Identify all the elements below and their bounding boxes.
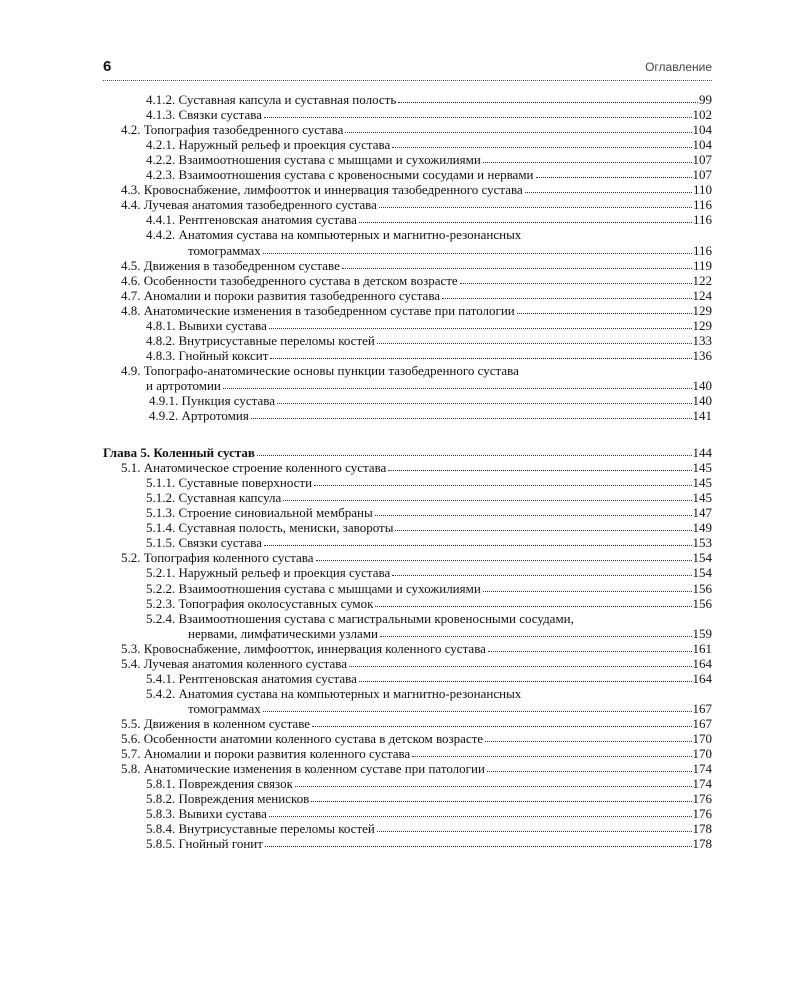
toc-entry[interactable] — [103, 288, 712, 303]
toc-page-number: 119 — [692, 257, 712, 273]
toc-entry-text: 5.4.2. Анатомия сустава на компьютерных и магнитно-резонансных — [146, 685, 522, 701]
toc-entry-text: 4.8.3. Гнойный коксит — [146, 347, 269, 363]
dot-leader — [316, 560, 692, 561]
toc-entry-text: 5.1.2. Суставная капсула — [146, 490, 282, 506]
dot-leader — [359, 681, 692, 682]
toc-entry[interactable] — [103, 137, 712, 152]
toc-entry-text: 5.1.3. Строение синовиальной мембраны — [146, 505, 373, 521]
dot-leader — [342, 268, 692, 269]
toc-entry[interactable] — [103, 626, 712, 641]
dot-leader — [388, 470, 691, 471]
dot-leader — [312, 726, 691, 727]
dot-leader — [485, 741, 691, 742]
toc-section-chapter-4 — [103, 92, 712, 423]
toc-entry-text: 5.8.5. Гнойный гонит — [146, 836, 263, 852]
dot-leader — [270, 358, 691, 359]
toc-page-number: 174 — [692, 776, 712, 792]
toc-entry[interactable] — [103, 746, 712, 761]
toc-entry-text: 4.8.1. Вывихи сустава — [146, 317, 267, 333]
dot-leader — [392, 575, 691, 576]
toc-page-number: 154 — [692, 550, 712, 566]
toc-entry-text: и артротомии — [146, 377, 221, 393]
toc-entry[interactable] — [103, 520, 712, 535]
toc-page-number: 154 — [692, 565, 712, 581]
toc-entry-text: 5.2. Топография коленного сустава — [121, 550, 314, 566]
toc-entry[interactable] — [103, 535, 712, 550]
toc-entry-text: 5.1.1. Суставные поверхности — [146, 475, 313, 491]
toc-page-number: 141 — [692, 408, 712, 424]
running-header — [103, 58, 712, 78]
header-divider — [103, 80, 712, 81]
toc-entry-text: 5.6. Особенности анатомии коленного сустава в детском возрасте — [121, 730, 484, 746]
toc-entry-text: 4.2.1. Наружный рельеф и проекция сустава — [146, 137, 391, 153]
toc-page-number: 149 — [692, 520, 712, 536]
toc-page-number: 147 — [692, 505, 712, 521]
toc-page-number: 144 — [692, 445, 712, 461]
dot-leader — [265, 846, 692, 847]
page-number: 6 — [103, 58, 112, 75]
toc-entry-text: 4.2.2. Взаимоотношения сустава с мышцами и сухожилиями — [146, 152, 481, 168]
dot-leader — [398, 102, 698, 103]
toc-entry-text: 5.8.3. Вывихи сустава — [146, 806, 267, 822]
toc-page-number: 104 — [692, 122, 712, 138]
toc-entry[interactable] — [103, 197, 712, 212]
toc-entry[interactable] — [103, 836, 712, 851]
toc-entry-text: 4.3. Кровоснабжение, лимфоотток и иннервация тазобедренного сустава — [121, 182, 523, 198]
toc-page-number: 107 — [692, 152, 712, 168]
toc-entry-text: нервами, лимфатическими узлами — [188, 625, 378, 641]
dot-leader — [536, 177, 692, 178]
toc-page-number: 170 — [692, 746, 712, 762]
toc-entry-text: 4.4.1. Рентгеновская анатомия сустава — [146, 212, 357, 228]
toc-page-number: 136 — [692, 347, 712, 363]
dot-leader — [349, 666, 692, 667]
dot-leader — [395, 530, 691, 531]
toc-page-number: 145 — [692, 460, 712, 476]
toc-page-number: 133 — [692, 332, 712, 348]
toc-entry-text: 5.2.1. Наружный рельеф и проекция сустава — [146, 565, 391, 581]
toc-page-number: 174 — [692, 761, 712, 777]
toc-entry[interactable] — [103, 167, 712, 182]
dot-leader — [295, 786, 692, 787]
toc-entry-text: томограммах — [188, 242, 261, 258]
toc-entry[interactable] — [103, 152, 712, 167]
toc-entry-line[interactable] — [103, 363, 712, 378]
toc-page-number: 164 — [692, 670, 712, 686]
toc-entry[interactable] — [103, 348, 712, 363]
toc-entry[interactable] — [103, 212, 712, 227]
toc-entry[interactable] — [103, 182, 712, 197]
toc-page-number: 116 — [692, 242, 712, 258]
dot-leader — [377, 831, 692, 832]
toc-entry-text: 5.1. Анатомическое строение коленного сустава — [121, 460, 387, 476]
toc-page-number: 178 — [692, 836, 712, 852]
toc-page-number: 116 — [692, 212, 712, 228]
dot-leader — [380, 636, 692, 637]
toc-page-number: 176 — [692, 791, 712, 807]
toc-entry[interactable] — [103, 408, 712, 423]
dot-leader — [359, 222, 692, 223]
toc-page-number: 140 — [692, 377, 712, 393]
dot-leader — [377, 343, 692, 344]
toc-entry[interactable] — [103, 671, 712, 686]
toc-entry-text: 4.6. Особенности тазобедренного сустава в детском возрасте — [121, 272, 458, 288]
dot-leader — [483, 591, 692, 592]
toc-entry-text: томограммах — [188, 700, 261, 716]
dot-leader — [277, 403, 691, 404]
dot-leader — [487, 771, 692, 772]
toc-page-number: 167 — [692, 700, 712, 716]
toc-entry[interactable] — [103, 273, 712, 288]
toc-entry-text: 5.1.4. Суставная полость, мениски, завороты — [146, 520, 394, 536]
toc-entry[interactable] — [103, 303, 712, 318]
running-title: Оглавление — [645, 60, 712, 74]
toc-entry-text: 5.8.1. Повреждения связок — [146, 776, 293, 792]
dot-leader — [517, 313, 692, 314]
toc-entry[interactable] — [103, 333, 712, 348]
toc-entry[interactable] — [103, 701, 712, 716]
toc-page-number: 140 — [692, 392, 712, 408]
toc-entry-text: 5.8. Анатомические изменения в коленном суставе при патологии — [121, 761, 485, 777]
toc-entry[interactable] — [103, 791, 712, 806]
toc-entry[interactable] — [103, 318, 712, 333]
toc-entry-text: 4.2. Топография тазобедренного сустава — [121, 122, 344, 138]
dot-leader — [311, 801, 691, 802]
dot-leader — [483, 162, 692, 163]
toc-entry-text: 4.4. Лучевая анатомия тазобедренного сустава — [121, 197, 377, 213]
toc-chapter-entry[interactable] — [103, 445, 712, 460]
toc-entry[interactable] — [103, 761, 712, 776]
toc-entry-text: 4.1.2. Суставная капсула и суставная полость — [146, 92, 397, 108]
toc-page-number: 145 — [692, 475, 712, 491]
dot-leader — [460, 283, 692, 284]
toc-entry[interactable] — [103, 393, 712, 408]
toc-page-number: 122 — [692, 272, 712, 288]
toc-entry-text: 4.5. Движения в тазобедренном суставе — [121, 257, 340, 273]
toc-page-number: 159 — [692, 625, 712, 641]
toc-entry-text: 5.2.3. Топография околосуставных сумок — [146, 595, 374, 611]
toc-entry[interactable] — [103, 596, 712, 611]
toc-page-number: 167 — [692, 715, 712, 731]
toc-entry[interactable] — [103, 475, 712, 490]
toc-section-chapter-5 — [103, 445, 712, 851]
dot-leader — [379, 207, 692, 208]
toc-entry-text: 5.2.2. Взаимоотношения сустава с мышцами и сухожилиями — [146, 580, 481, 596]
toc-page-number: 145 — [692, 490, 712, 506]
toc-page-number: 156 — [692, 595, 712, 611]
toc-entry-text: 5.3. Кровоснабжение, лимфоотток, иннервация коленного сустава — [121, 640, 486, 656]
toc-entry-line[interactable] — [103, 611, 712, 626]
dot-leader — [251, 418, 692, 419]
toc-entry[interactable] — [103, 258, 712, 273]
dot-leader — [488, 651, 692, 652]
dot-leader — [375, 606, 691, 607]
toc-entry-text: 5.2.4. Взаимоотношения сустава с магистральными кровеносными сосудами, — [146, 610, 574, 626]
toc-entry-line[interactable] — [103, 227, 712, 242]
toc-entry-text: 5.8.2. Повреждения менисков — [146, 791, 310, 807]
toc-page-number: 178 — [692, 821, 712, 837]
toc-page-number: 129 — [692, 302, 712, 318]
toc-entry[interactable] — [103, 122, 712, 137]
toc-entry-text: 5.4. Лучевая анатомия коленного сустава — [121, 655, 347, 671]
toc-entry[interactable] — [103, 505, 712, 520]
toc-page-number: 104 — [692, 137, 712, 153]
dot-leader — [269, 816, 692, 817]
toc-page-number: 161 — [692, 640, 712, 656]
toc-entry-text: 4.2.3. Взаимоотношения сустава с кровеносными сосудами и нервами — [146, 167, 534, 183]
toc-page-number: 153 — [692, 535, 712, 551]
toc-entry[interactable] — [103, 565, 712, 580]
dot-leader — [375, 515, 692, 516]
dot-leader — [264, 545, 692, 546]
toc-page-number: 156 — [692, 580, 712, 596]
dot-leader — [269, 328, 692, 329]
toc-page-number: 164 — [692, 655, 712, 671]
dot-leader — [264, 117, 692, 118]
toc-entry[interactable] — [103, 580, 712, 595]
toc-page-number: 124 — [692, 287, 712, 303]
dot-leader — [345, 132, 691, 133]
toc-page-number: 110 — [692, 182, 712, 198]
toc-page-number: 99 — [699, 92, 712, 108]
toc-entry[interactable] — [103, 806, 712, 821]
dot-leader — [283, 500, 691, 501]
toc-entry-text: 4.9.1. Пункция сустава — [149, 392, 276, 408]
toc-entry[interactable] — [103, 107, 712, 122]
toc-entry-text: 4.4.2. Анатомия сустава на компьютерных и магнитно-резонансных — [146, 227, 522, 243]
toc-entry[interactable] — [103, 656, 712, 671]
toc-entry-text: 4.7. Аномалии и пороки развития тазобедренного сустава — [121, 287, 441, 303]
toc-entry-text: Глава 5. Коленный сустав — [103, 445, 255, 461]
toc-entry-text: 5.4.1. Рентгеновская анатомия сустава — [146, 670, 357, 686]
toc-entry-text: 4.1.3. Связки сустава — [146, 107, 262, 123]
chapter-gap — [103, 423, 712, 445]
toc-page-number: 102 — [692, 107, 712, 123]
toc-entry[interactable] — [103, 550, 712, 565]
toc-entry-text: 5.7. Аномалии и пороки развития коленного сустава — [121, 746, 411, 762]
dot-leader — [263, 711, 692, 712]
toc-entry-text: 4.9.2. Артротомия — [149, 408, 249, 424]
toc-page-number: 107 — [692, 167, 712, 183]
dot-leader — [442, 298, 691, 299]
toc-entry[interactable] — [103, 378, 712, 393]
toc-entry[interactable] — [103, 242, 712, 257]
dot-leader — [223, 388, 692, 389]
toc-entry-line[interactable] — [103, 686, 712, 701]
toc-entry[interactable] — [103, 641, 712, 656]
toc-entry[interactable] — [103, 731, 712, 746]
dot-leader — [412, 756, 691, 757]
toc-entry[interactable] — [103, 716, 712, 731]
dot-leader — [257, 455, 692, 456]
toc-entry[interactable] — [103, 490, 712, 505]
dot-leader — [525, 192, 692, 193]
table-of-contents — [103, 92, 712, 851]
toc-entry[interactable] — [103, 460, 712, 475]
toc-entry-text: 5.5. Движения в коленном суставе — [121, 715, 311, 731]
toc-entry-text: 4.8.2. Внутрисуставные переломы костей — [146, 332, 375, 348]
toc-entry-text: 5.8.4. Внутрисуставные переломы костей — [146, 821, 375, 837]
toc-page-number: 129 — [692, 317, 712, 333]
dot-leader — [263, 253, 692, 254]
toc-entry-text: 4.8. Анатомические изменения в тазобедренном суставе при патологии — [121, 302, 515, 318]
toc-entry-text: 4.9. Топографо-анатомические основы пункции тазобедренного сустава — [121, 362, 519, 378]
toc-entry-text: 5.1.5. Связки сустава — [146, 535, 262, 551]
dot-leader — [314, 485, 691, 486]
toc-page-number: 170 — [692, 730, 712, 746]
toc-page-number: 176 — [692, 806, 712, 822]
toc-entry[interactable] — [103, 92, 712, 107]
toc-page-number: 116 — [692, 197, 712, 213]
toc-entry[interactable] — [103, 776, 712, 791]
toc-entry[interactable] — [103, 821, 712, 836]
dot-leader — [392, 147, 691, 148]
